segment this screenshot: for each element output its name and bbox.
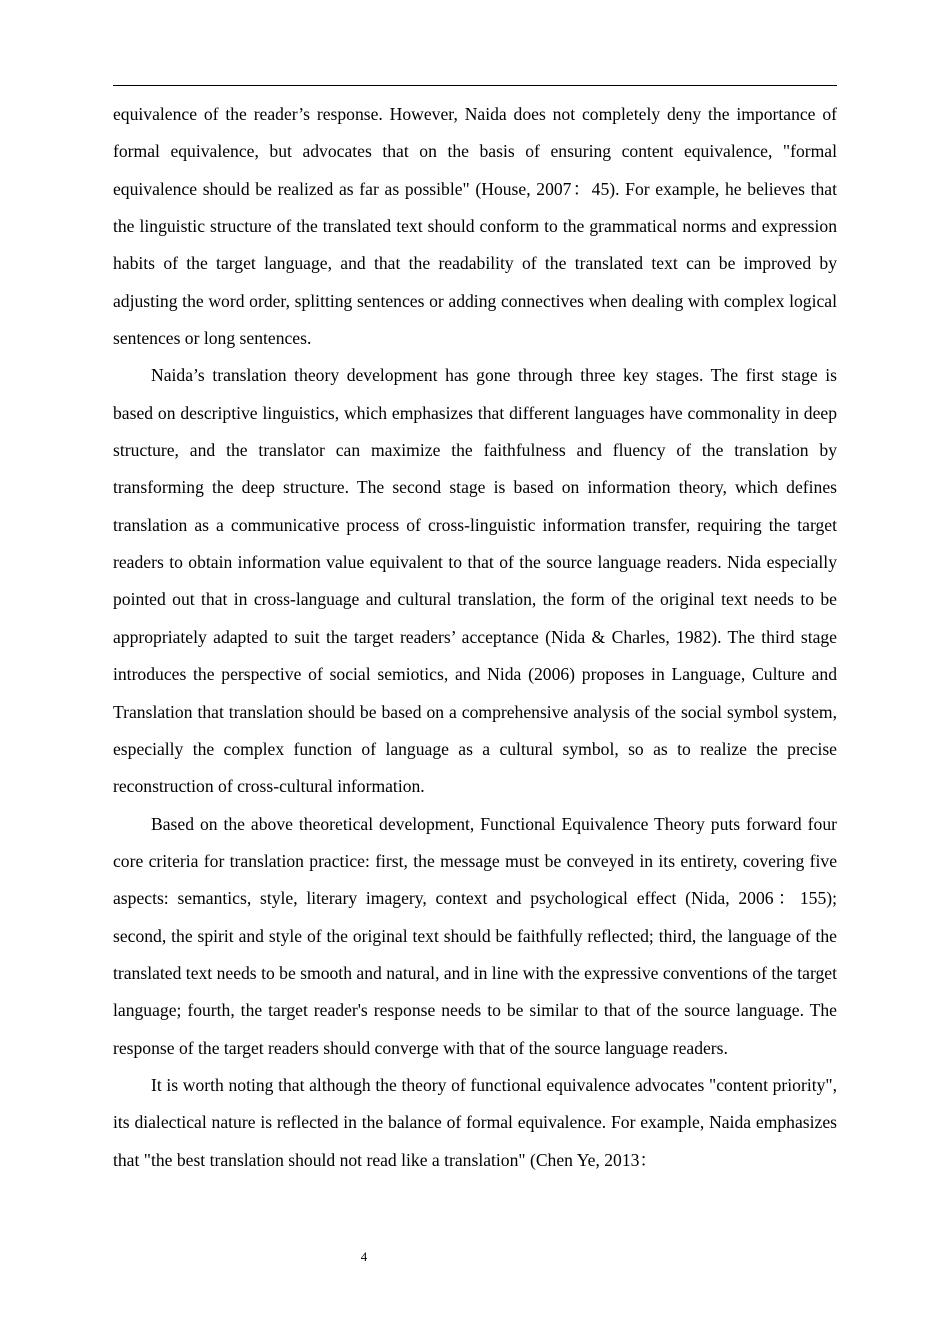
page-body: [113, 96, 837, 1179]
paragraph-content-priority: It is worth noting that although the theory of functional equivalence advocates "content priority", its dialectical nature is reflected in the balance of formal equivalence. For example, Naida emphasizes that "the best translation should not read like a translation" (Chen Ye, 2013：: [113, 1074, 837, 1170]
page-number: 4: [360, 1249, 368, 1264]
paragraph-continuation: equivalence of the reader’s response. However, Naida does not completely deny the importance of formal equivalence, but advocates that on the basis of ensuring content equivalence, "formal equivalence should be realized as far as possible" (House, 2007：45). For example, he believes that the linguistic structure of the translated text should conform to the grammatical norms and expression habits of the target language, and that the readability of the translated text can be improved by adjusting the word order, splitting sentences or adding connectives when dealing with complex logical sentences or long sentences.: [113, 104, 837, 349]
header-rule: [113, 85, 837, 86]
paragraph-naida-stages: Naida’s translation theory development has gone through three key stages. The first stage is based on descriptive linguistics, which emphasizes that different languages have commonality in deep structure, and the translator can maximize the faithfulness and fluency of the translation by transforming the deep structure. The second stage is based on information theory, which defines translation as a communicative process of cross-linguistic information transfer, requiring the target readers to obtain information value equivalent to that of the source language readers. Nida especially pointed out that in cross-language and cultural translation, the form of the original text needs to be appropriately adapted to suit the target readers’ acceptance (Nida & Charles, 1982). The third stage introduces the perspective of social semiotics, and Nida (2006) proposes in Language, Culture and Translation that translation should be based on a comprehensive analysis of the social symbol system, especially the complex function of language as a cultural symbol, so as to realize the precise reconstruction of cross-cultural information.: [113, 365, 837, 797]
paragraph-core-criteria: Based on the above theoretical development, Functional Equivalence Theory puts forward four core criteria for translation practice: first, the message must be conveyed in its entirety, covering five aspects: semantics, style, literary imagery, context and psychological effect (Nida, 2006：155); second, the spirit and style of the original text should be faithfully reflected; third, the language of the translated text needs to be smooth and natural, and in line with the expressive conventions of the target language; fourth, the target reader's response needs to be similar to that of the source language. The response of the target readers should converge with that of the source language readers.: [113, 813, 837, 1058]
